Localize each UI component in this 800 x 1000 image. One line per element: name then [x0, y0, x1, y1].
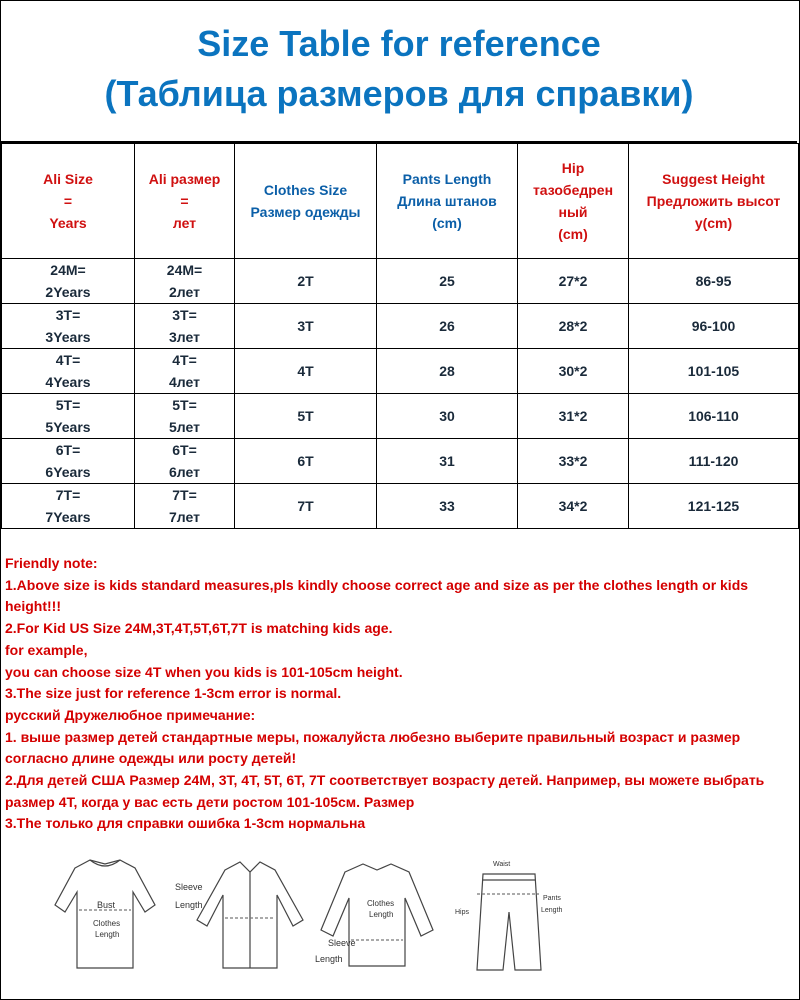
- note-line: you can choose size 4T when you kids is 101-105cm height.: [5, 663, 403, 680]
- cell-pants-text: 31: [439, 453, 455, 469]
- cell-hip-text: 31*2: [558, 408, 588, 424]
- cell-pants: [377, 394, 518, 439]
- cell-clothes-text: 2T: [297, 273, 314, 289]
- cell-pants: [377, 259, 518, 304]
- cell-ali-ru-text: 24M=: [166, 262, 203, 278]
- cell-ali-size: [2, 394, 135, 439]
- table-row: [2, 349, 799, 394]
- table-row: [2, 394, 799, 439]
- hips-label: Hips: [455, 909, 470, 916]
- note-line: русский Дружелюбное примечание:: [5, 706, 256, 723]
- table-row: [2, 439, 799, 484]
- waist-label: Waist: [493, 861, 511, 868]
- cell-ali-ru: [135, 394, 235, 439]
- header-text: Suggest Height: [662, 171, 765, 187]
- title-banner: [1, 1, 797, 143]
- cell-ali-ru-text: 3лет: [169, 329, 200, 345]
- header-text: Предложить высот: [646, 193, 781, 209]
- note-line: 2.For Kid US Size 24M,3T,4T,5T,6T,7T is matching kids age.: [5, 620, 393, 637]
- header-text: Pants Length: [402, 171, 492, 187]
- cell-height-text: 101-105: [687, 363, 740, 379]
- cell-hip: [518, 349, 629, 394]
- cell-ali-ru-text: 6T=: [172, 442, 197, 458]
- note-line: for example,: [5, 641, 88, 658]
- title-english: Size Table for reference: [197, 23, 601, 64]
- cell-ali-size-text: 5T=: [55, 397, 81, 413]
- cell-pants-text: 28: [439, 363, 455, 379]
- cell-pants-text: 33: [439, 498, 455, 514]
- cell-pants-text: 26: [439, 318, 455, 334]
- header-text: ный: [558, 204, 588, 220]
- cell-height-text: 121-125: [687, 498, 740, 514]
- cell-height: [629, 484, 799, 529]
- cell-ali-size-text: 4T=: [55, 352, 81, 368]
- header-text: Ali размер: [148, 171, 221, 187]
- cell-clothes: [235, 394, 377, 439]
- cell-ali-size: [2, 439, 135, 484]
- cell-hip-text: 27*2: [558, 273, 588, 289]
- cell-clothes-text: 7T: [297, 498, 314, 514]
- cell-ali-size-text: 7Years: [45, 509, 91, 525]
- cell-height-text: 96-100: [691, 318, 736, 334]
- header-text: (cm): [558, 226, 588, 242]
- cell-height: [629, 394, 799, 439]
- cell-ali-size-text: 2Years: [45, 284, 91, 300]
- length3-label: Length: [315, 954, 343, 964]
- cell-clothes: [235, 349, 377, 394]
- note-line: 3.The size just for reference 1-3cm error is normal.: [5, 685, 342, 702]
- cell-hip: [518, 259, 629, 304]
- cell-ali-ru: [135, 439, 235, 484]
- measurement-illustration: [45, 850, 575, 990]
- cell-ali-size: [2, 484, 135, 529]
- cell-hip-text: 34*2: [558, 498, 588, 514]
- cell-ali-ru: [135, 259, 235, 304]
- cell-ali-ru-text: 7T=: [172, 487, 197, 503]
- garment-diagrams: [45, 850, 575, 990]
- clothes2-label: Clothes: [367, 899, 395, 908]
- cell-pants: [377, 439, 518, 484]
- cell-ali-ru-text: 5T=: [172, 397, 197, 413]
- length4-label: Length: [541, 907, 563, 914]
- cell-ali-size-text: 6Years: [45, 464, 91, 480]
- cell-height: [629, 439, 799, 484]
- cell-clothes: [235, 304, 377, 349]
- cell-ali-ru-text: 6лет: [169, 464, 200, 480]
- header-hip: [518, 144, 629, 259]
- cell-ali-size: [2, 349, 135, 394]
- note-line: 2.Для детей США Размер 24M, 3T, 4T, 5T, 6T, 7T соответствует возрасту детей. Например, вы можете выбрать размер 4T, когда у вас есть дети ростом 101-105см. Размер: [5, 772, 765, 810]
- note-line: 1. выше размер детей стандартные меры, пожалуйста любезно выберите правильный возраст и размер согласно длине одежды или росту детей!: [5, 728, 741, 767]
- cell-clothes: [235, 484, 377, 529]
- cell-clothes-text: 6T: [297, 453, 314, 469]
- cell-height: [629, 349, 799, 394]
- header-text: Hip: [561, 160, 585, 176]
- cell-ali-ru-text: 4лет: [169, 374, 200, 390]
- cell-ali-size-text: 7T=: [55, 487, 81, 503]
- cell-ali-size-text: 5Years: [45, 419, 91, 435]
- table-body: [2, 259, 799, 529]
- cell-ali-size-text: 3T=: [55, 307, 81, 323]
- cell-ali-ru-text: 2лет: [169, 284, 200, 300]
- sleeve-label: Sleeve: [175, 882, 203, 892]
- length2-label: Length: [369, 910, 394, 919]
- header-text: Ali Size: [43, 171, 93, 187]
- cell-hip-text: 28*2: [558, 318, 588, 334]
- cell-height: [629, 259, 799, 304]
- table-row: [2, 484, 799, 529]
- cell-clothes-text: 4T: [297, 363, 314, 379]
- header-text: у(cm): [694, 215, 733, 231]
- cell-clothes-text: 3T: [297, 318, 314, 334]
- header-ali-size: [2, 144, 135, 259]
- cell-ali-size-text: 24M=: [50, 262, 86, 278]
- sleeve2-label: Sleeve: [328, 938, 356, 948]
- cell-pants: [377, 349, 518, 394]
- pants-diagram: [477, 874, 541, 970]
- collar-shirt-diagram: [197, 862, 303, 968]
- header-ali-ru: [135, 144, 235, 259]
- cell-hip-text: 30*2: [558, 363, 588, 379]
- note-line: 1.Above size is kids standard measures,pls kindly choose correct age and size as per the clothes length or kids height!!!: [5, 576, 749, 615]
- table-header-row: [2, 144, 799, 259]
- cell-hip: [518, 439, 629, 484]
- header-text: Размер одежды: [250, 204, 361, 220]
- cell-ali-ru: [135, 349, 235, 394]
- clothes-label: Clothes: [93, 919, 121, 928]
- cell-ali-ru: [135, 304, 235, 349]
- cell-ali-ru-text: 7лет: [169, 509, 200, 525]
- header-text: Длина штанов: [397, 193, 497, 209]
- header-text: лет: [172, 215, 197, 231]
- header-text: (cm): [432, 215, 462, 231]
- cell-ali-ru-text: 4T=: [172, 352, 197, 368]
- header-clothes-size: [235, 144, 377, 259]
- header-text: тазобедрен: [532, 182, 614, 198]
- bust-label: Bust: [97, 900, 116, 910]
- header-text: =: [180, 193, 189, 209]
- cell-pants: [377, 484, 518, 529]
- length-label: Length: [95, 930, 120, 939]
- note-line: Friendly note:: [5, 555, 98, 571]
- cell-hip: [518, 304, 629, 349]
- cell-height-text: 86-95: [695, 273, 732, 289]
- cell-ali-size-text: 3Years: [45, 329, 91, 345]
- table-row: [2, 259, 799, 304]
- tshirt-diagram: [55, 860, 155, 968]
- cell-height-text: 106-110: [688, 408, 739, 424]
- cell-ali-size: [2, 259, 135, 304]
- cell-pants: [377, 304, 518, 349]
- note-line: 3.The только для справки ошибка 1-3cm нормальна: [5, 815, 366, 832]
- cell-ali-size-text: 6T=: [55, 442, 81, 458]
- cell-pants-text: 25: [439, 273, 455, 289]
- table-row: [2, 304, 799, 349]
- cell-ali-size-text: 4Years: [45, 374, 91, 390]
- cell-height-text: 111-120: [688, 453, 739, 469]
- title-russian: (Таблица размеров для справки): [104, 73, 694, 114]
- cell-height: [629, 304, 799, 349]
- cell-hip: [518, 394, 629, 439]
- friendly-notes: [5, 553, 797, 835]
- sleeve-length-label: Length: [175, 900, 203, 910]
- cell-hip-text: 33*2: [558, 453, 588, 469]
- cell-clothes: [235, 259, 377, 304]
- pants-label: Pants: [543, 895, 561, 902]
- header-text: =: [63, 193, 73, 209]
- cell-ali-ru: [135, 484, 235, 529]
- header-pants-length: [377, 144, 518, 259]
- header-text: Clothes Size: [263, 182, 348, 198]
- header-text: Years: [49, 215, 87, 231]
- cell-ali-ru-text: 3T=: [172, 307, 197, 323]
- cell-clothes-text: 5T: [297, 408, 314, 424]
- cell-pants-text: 30: [439, 408, 455, 424]
- cell-clothes: [235, 439, 377, 484]
- cell-ali-ru-text: 5лет: [169, 419, 200, 435]
- cell-ali-size: [2, 304, 135, 349]
- cell-hip: [518, 484, 629, 529]
- size-table: [1, 143, 799, 529]
- header-suggest-height: [629, 144, 799, 259]
